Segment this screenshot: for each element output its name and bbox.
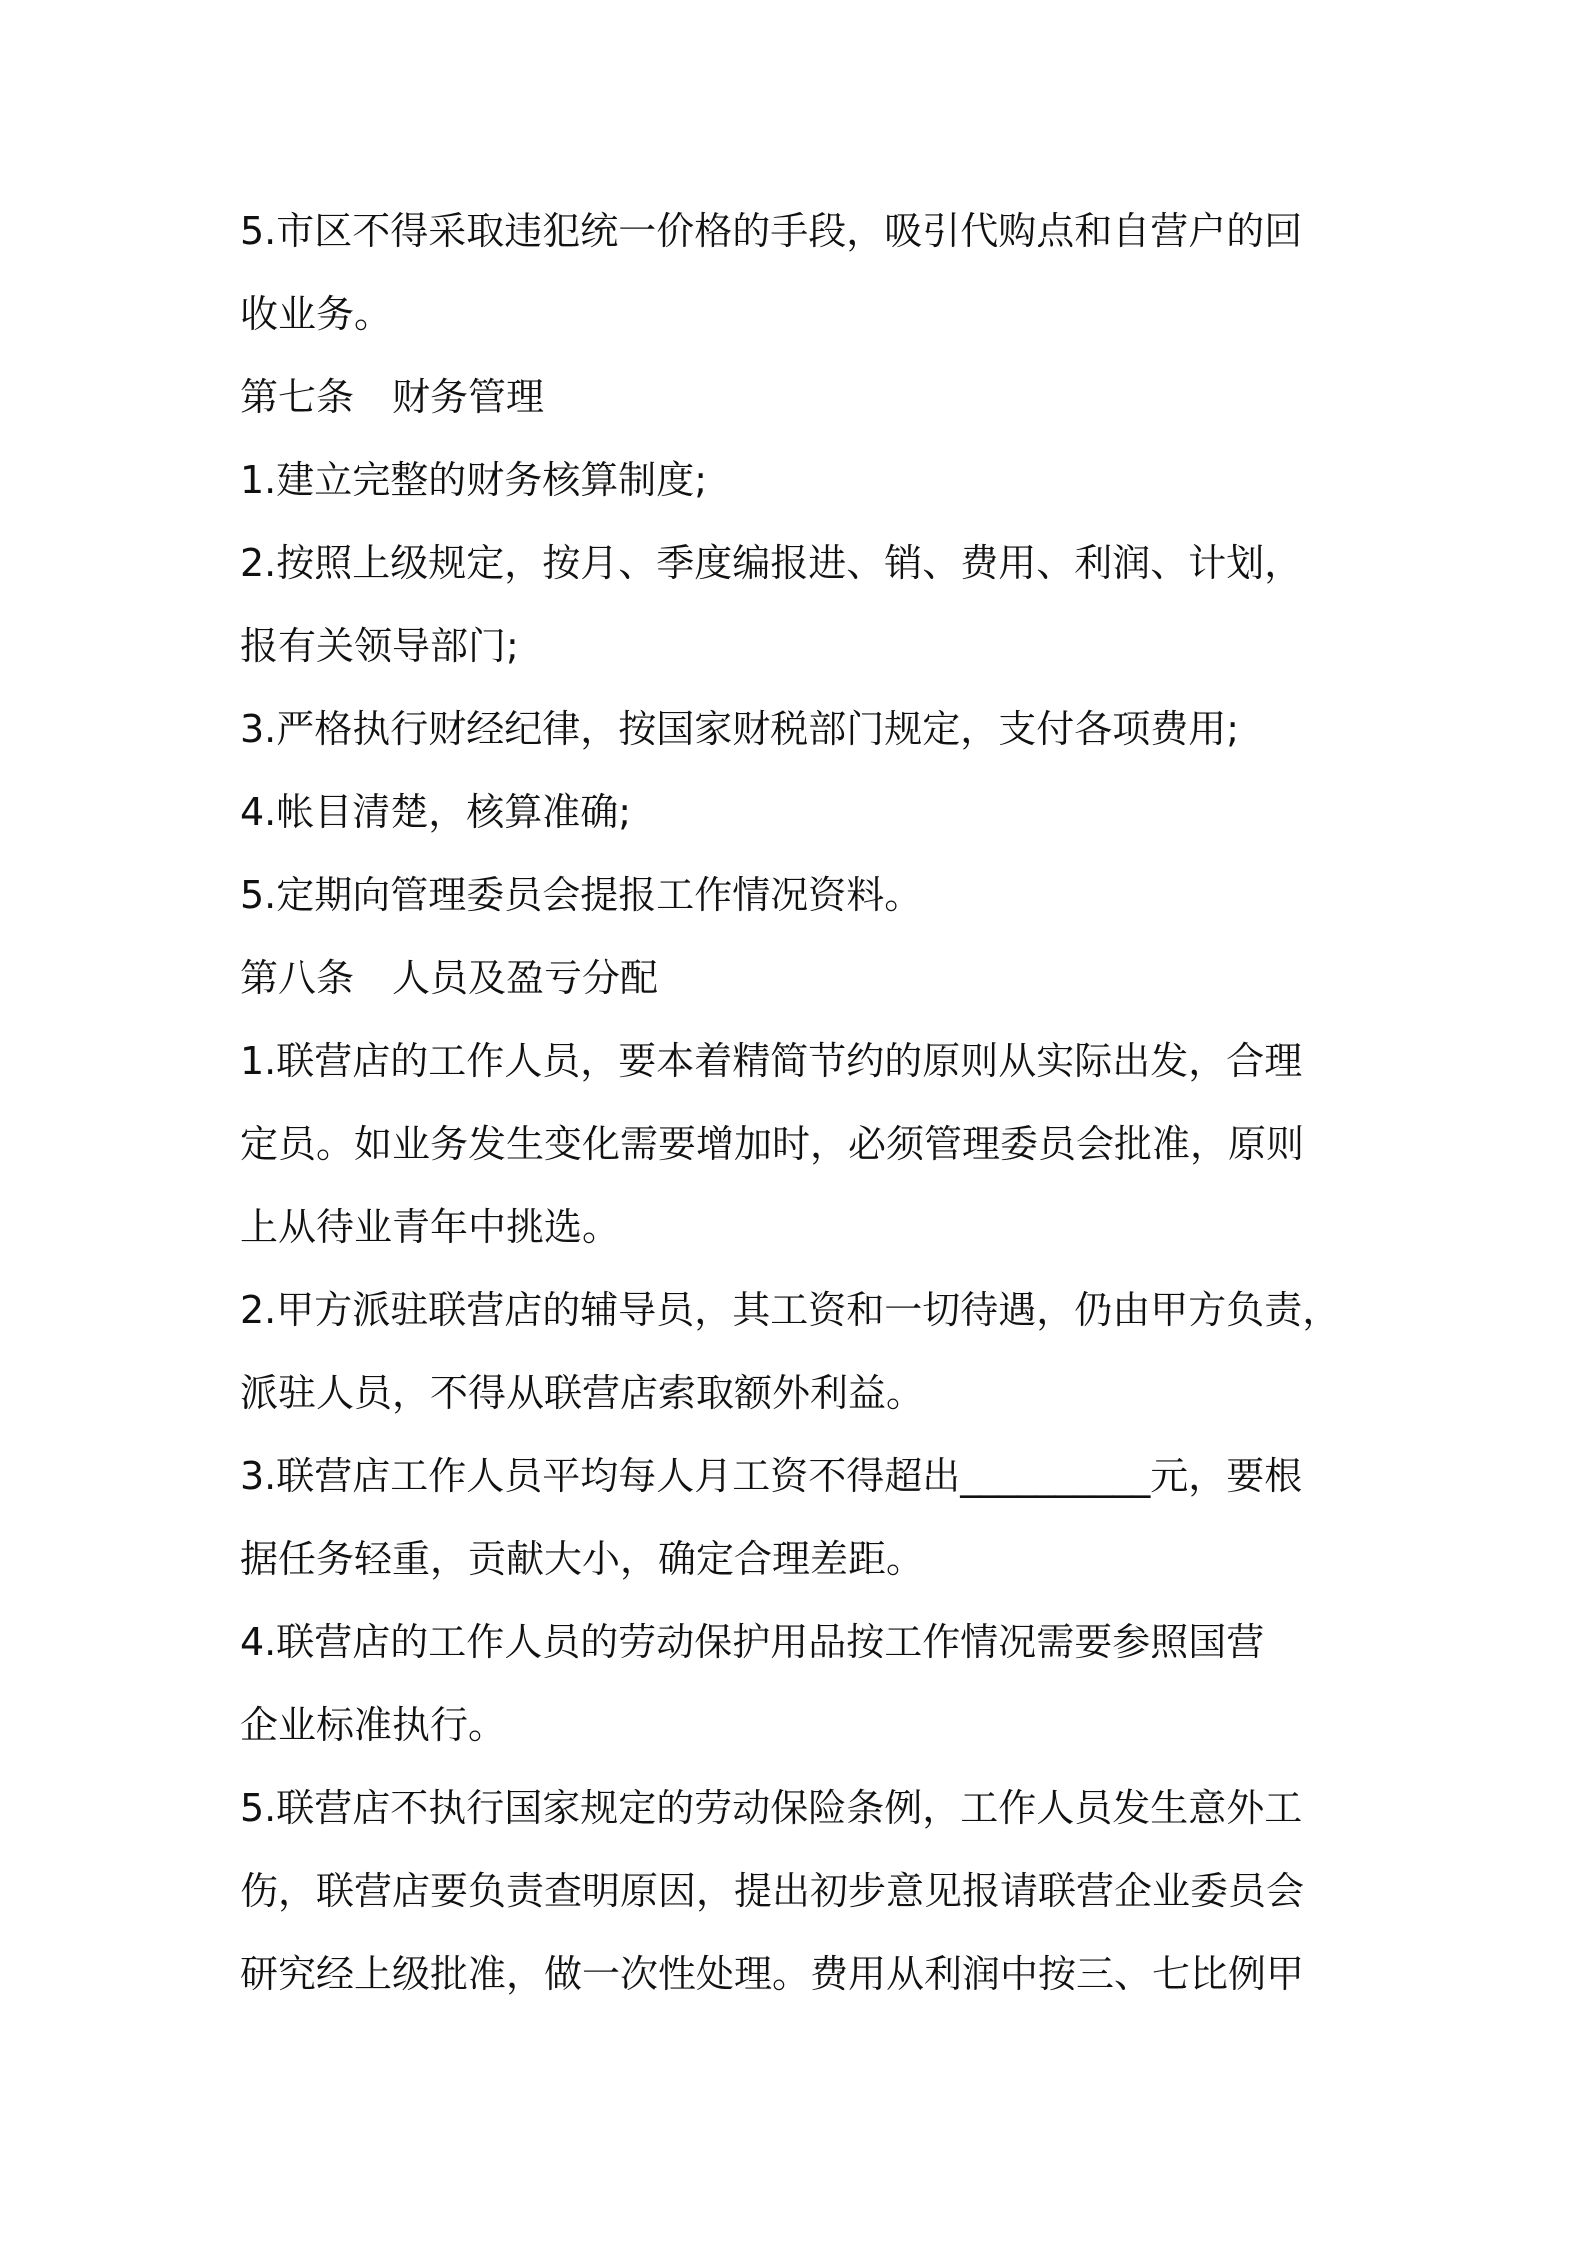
text-line: 2.按照上级规定，按月、季度编报进、销、费用、利润、计划， — [240, 541, 1303, 585]
text-line: 派驻人员，不得从联营店索取额外利益。 — [240, 1371, 925, 1415]
text-line: 1.建立完整的财务核算制度; — [240, 458, 708, 502]
text-line: 2.甲方派驻联营店的辅导员，其工资和一切待遇，仍由甲方负责， — [240, 1288, 1341, 1332]
text-line: 收业务。 — [240, 292, 393, 336]
text-line: 伤，联营店要负责查明原因，提出初步意见报请联营企业委员会 — [240, 1869, 1305, 1913]
text-line: 据任务轻重，贡献大小，确定合理差距。 — [240, 1537, 925, 1581]
section-heading: 第七条 财务管理 — [240, 375, 545, 419]
text-line: 研究经上级批准，做一次性处理。费用从利润中按三、七比例甲 — [240, 1952, 1305, 1996]
text-line: 5.市区不得采取违犯统一价格的手段，吸引代购点和自营户的回 — [240, 209, 1303, 253]
text-line: 企业标准执行。 — [240, 1703, 507, 1747]
text-line: 5.联营店不执行国家规定的劳动保险条例，工作人员发生意外工 — [240, 1786, 1303, 1830]
text-line: 上从待业青年中挑选。 — [240, 1205, 621, 1249]
document-body — [240, 190, 1360, 2016]
text-line: 3.严格执行财经纪律，按国家财税部门规定，支付各项费用; — [240, 707, 1240, 751]
section-heading: 第八条 人员及盈亏分配 — [240, 956, 659, 1000]
text-line: 4.帐目清楚，核算准确; — [240, 790, 632, 834]
text-line: 1.联营店的工作人员，要本着精简节约的原则从实际出发，合理 — [240, 1039, 1303, 1083]
text-line: 定员。如业务发生变化需要增加时，必须管理委员会批准，原则 — [240, 1122, 1305, 1166]
text-line: 报有关领导部门; — [240, 624, 519, 668]
text-line: 3.联营店工作人员平均每人月工资不得超出__________元，要根 — [240, 1454, 1303, 1498]
text-line: 5.定期向管理委员会提报工作情况资料。 — [240, 873, 923, 917]
text-line: 4.联营店的工作人员的劳动保护用品按工作情况需要参照国营 — [240, 1620, 1265, 1664]
